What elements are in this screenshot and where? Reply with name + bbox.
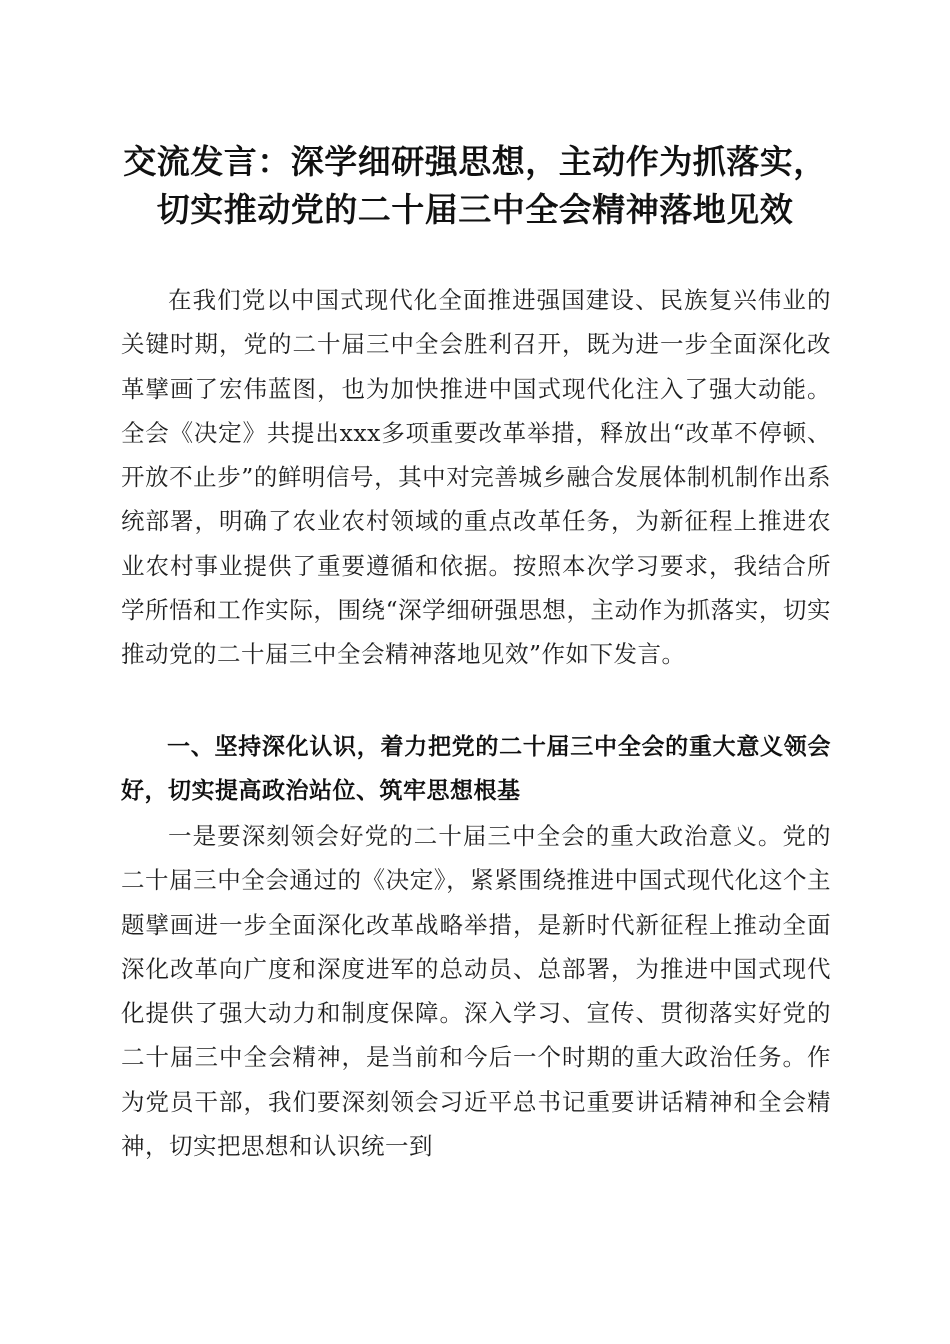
section-1-heading: 一、坚持深化认识，着力把党的二十届三中全会的重大意义领会好，切实提高政治站位、筑牢思想根基 [121, 734, 831, 804]
section-1-paragraph-1: 一是要深刻领会好党的二十届三中全会的重大政治意义。党的二十届三中全会通过的《决定》，紧紧围绕推进中国式现代化这个主题擘画进一步全面深化改革战略举措，是新时代新征程上推动全面深化改革向广度和深度进军的总动员、总部署，为推进中国式现代化提供了强大动力和制度保障。深入学习、宣传、贯彻落实好党的二十届三中全会精神，是当前和今后一个时期的重大政治任务。作为党员干部，我们要深刻领会习近平总书记重要讲话精神和全会精神，切实把思想和认识统一到 [121, 822, 831, 1161]
intro-paragraph: 在我们党以中国式现代化全面推进强国建设、民族复兴伟业的关键时期，党的二十届三中全会胜利召开，既为进一步全面深化改革擘画了宏伟蓝图，也为加快推进中国式现代化注入了强大动能。全会《决定》共提出xxx多项重要改革举措，释放出“改革不停顿、开放不止步”的鲜明信号，其中对完善城乡融合发展体制机制作出系统部署，明确了农业农村领域的重点改革任务，为新征程上推进农业农村事业提供了重要遵循和依据。按照本次学习要求，我结合所学所悟和工作实际，围绕“深学细研强思想，主动作为抓落实，切实推动党的二十届三中全会精神落地见效”作如下发言。 [121, 286, 831, 669]
document-title-line-1: 交流发言：深学细研强思想，主动作为抓落实， [123, 142, 827, 181]
document-title-line-2: 切实推动党的二十届三中全会精神落地见效 [156, 190, 794, 229]
